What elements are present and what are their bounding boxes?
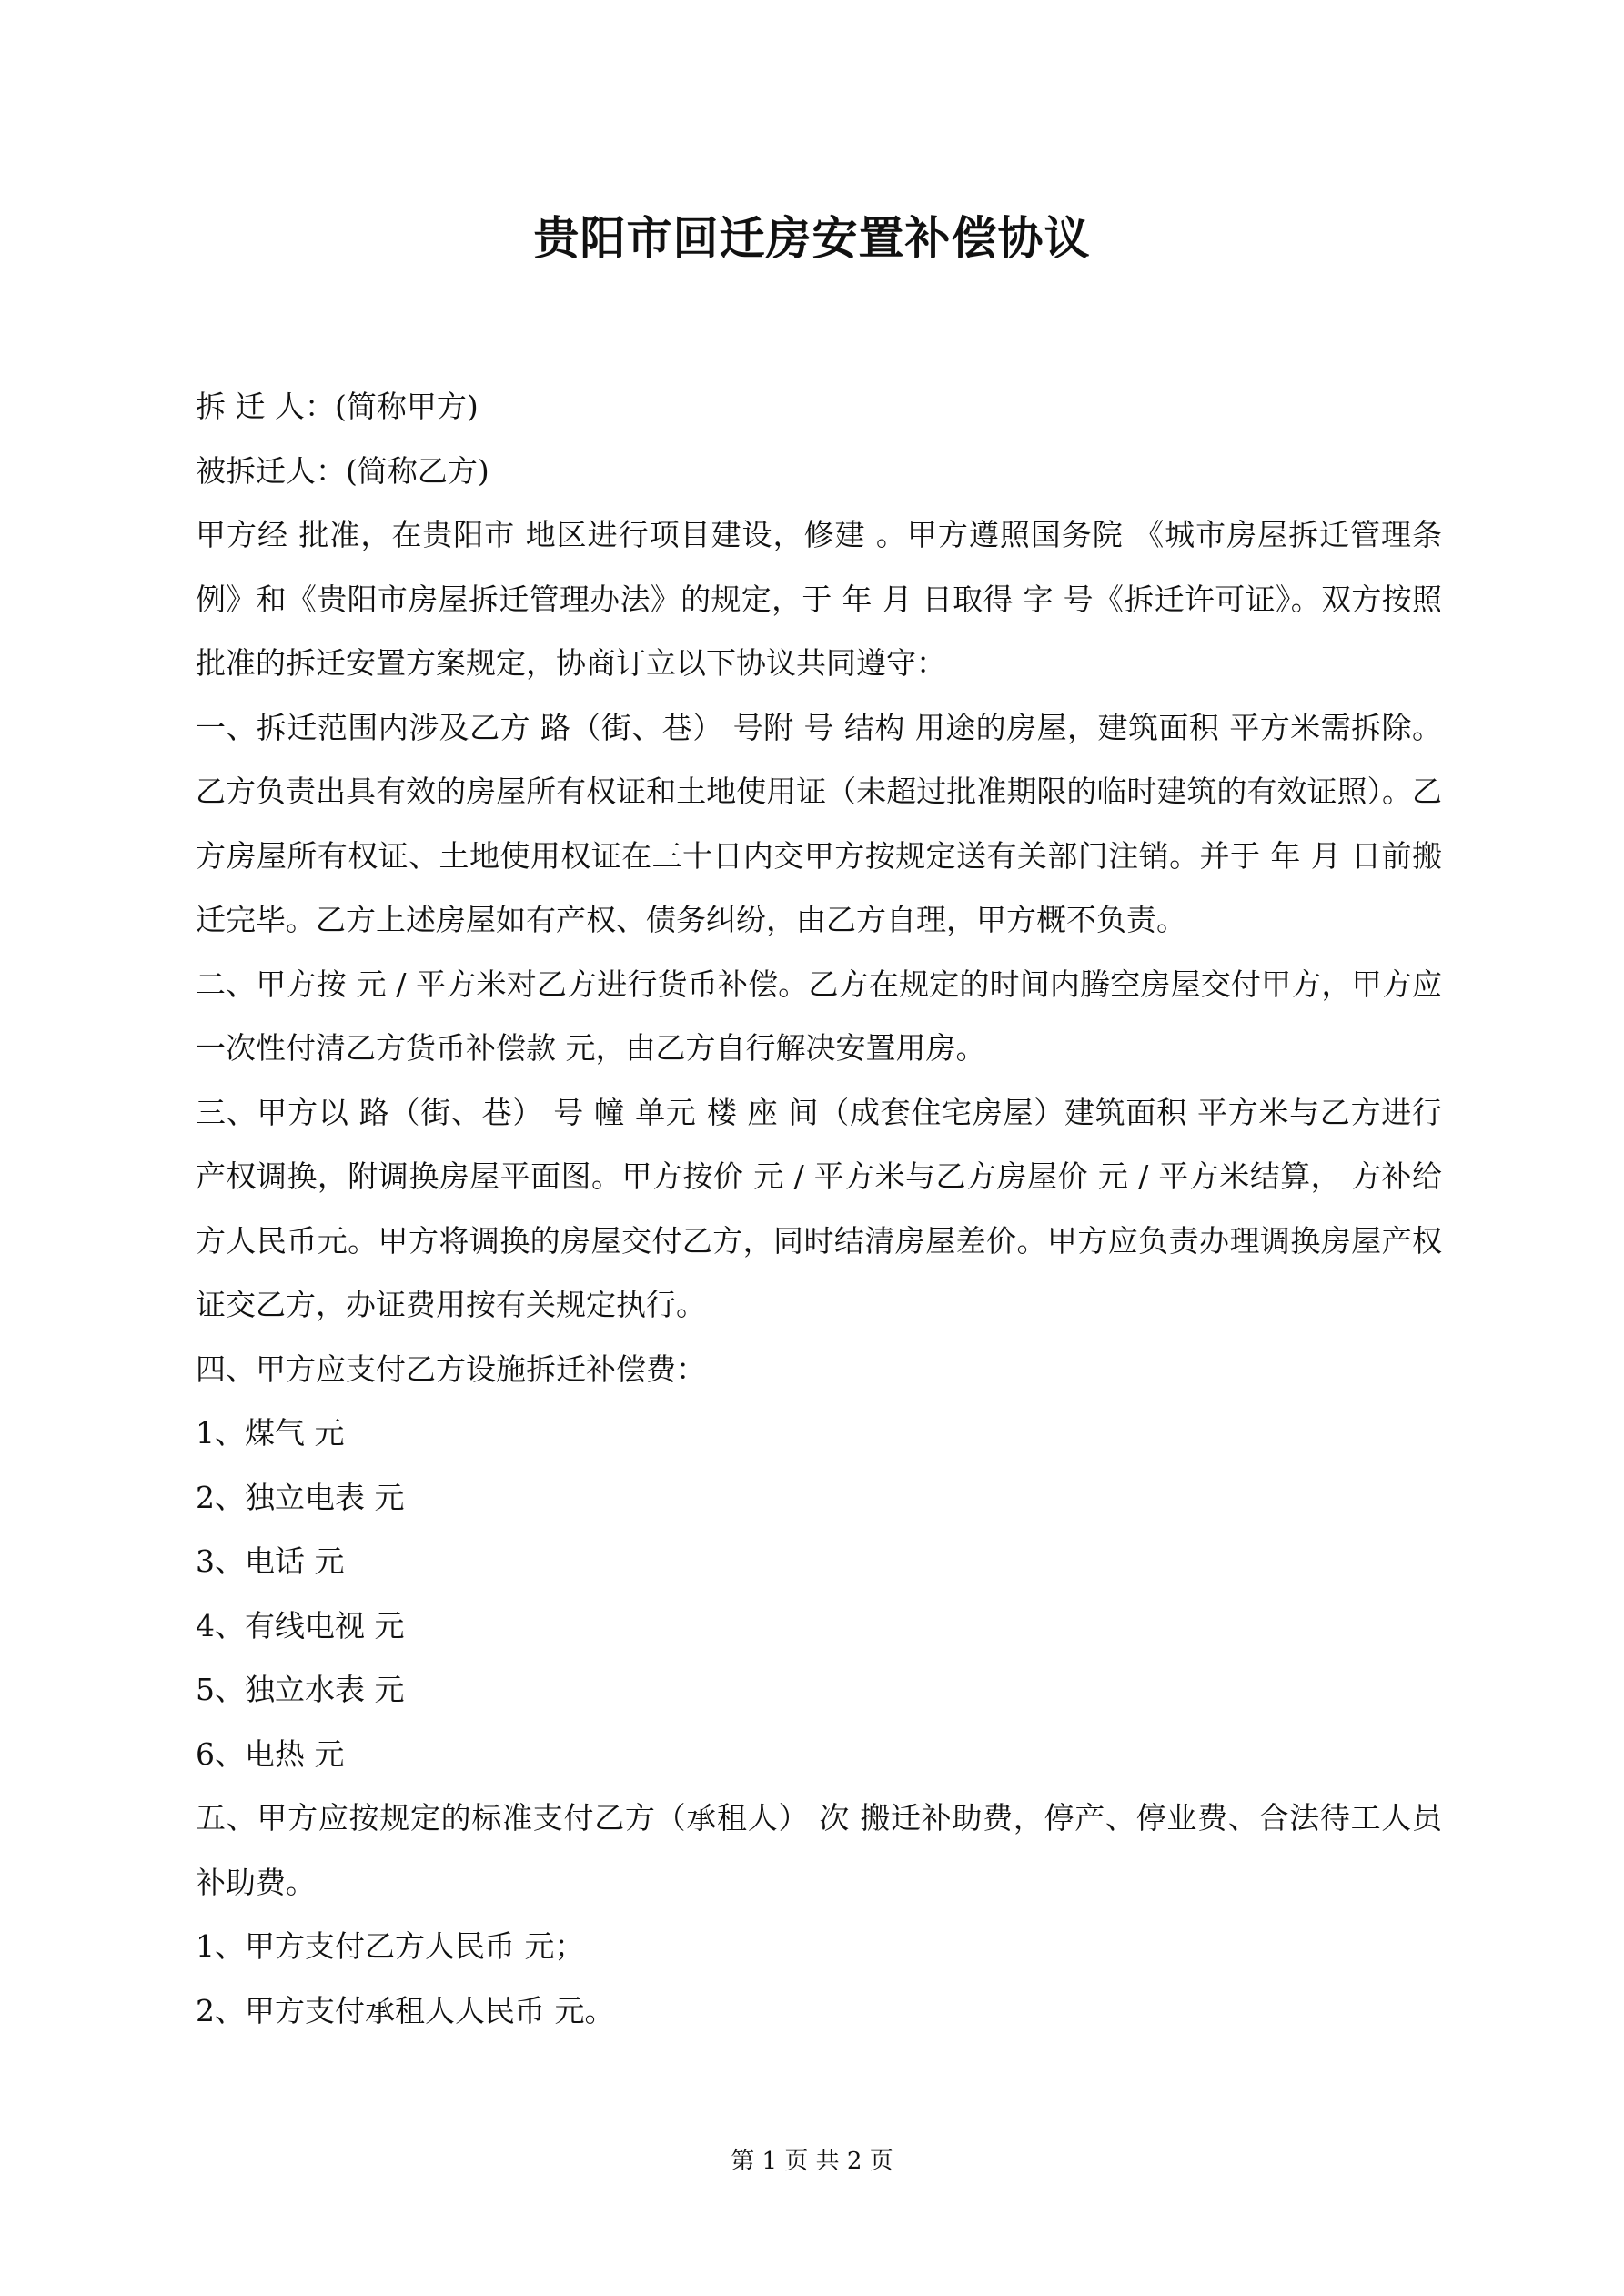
clause-3-paragraph: 三、甲方以 路（街、巷） 号 幢 单元 楼 座 间（成套住宅房屋）建筑面积 平方米与乙方进行产权调换，附调换房屋平面图。甲方按价 元 / 平方米与乙方房屋价 元 / 平方米结算， 方补给 方人民币元。甲方将调换的房屋交付乙方，同时结清房屋差价。甲方应负责办理调换房屋产权证交乙方，办证费用按有关规定执行。 xyxy=(196,1094,1442,1322)
clause-5-item-2: 2、甲方支付承租人人民币 元。 xyxy=(196,1992,615,2028)
clause-2-paragraph: 二、甲方按 元 / 平方米对乙方进行货币补偿。乙方在规定的时间内腾空房屋交付甲方，甲方应一次性付清乙方货币补偿款 元，由乙方自行解决安置用房。 xyxy=(196,966,1442,1066)
clause-4-item-meter: 2、独立电表 元 xyxy=(196,1479,405,1515)
party-b-line: 被拆迁人：(简称乙方) xyxy=(196,452,489,489)
clause-5-paragraph: 五、甲方应按规定的标准支付乙方（承租人） 次 搬迁补助费，停产、停业费、合法待工人员补助费。 xyxy=(196,1800,1442,1900)
clause-4-item-phone: 3、电话 元 xyxy=(196,1543,345,1579)
document-body xyxy=(196,375,1442,2043)
party-a-line: 拆 迁 人：(简称甲方) xyxy=(196,389,479,424)
clause-5-item-1: 1、甲方支付乙方人民币 元； xyxy=(196,1928,585,1964)
clause-4-item-cable-tv: 4、有线电视 元 xyxy=(196,1607,405,1644)
document-title: 贵阳市回迁房安置补偿协议 xyxy=(533,211,1091,265)
clause-4-item-heating: 6、电热 元 xyxy=(196,1735,345,1772)
clause-4-heading: 四、甲方应支付乙方设施拆迁补偿费： xyxy=(196,1350,706,1387)
clause-4-item-gas: 1、煤气 元 xyxy=(196,1415,345,1451)
clause-1-paragraph: 一、拆迁范围内涉及乙方 路（街、巷） 号附 号 结构 用途的房屋，建筑面积 平方米需拆除。乙方负责出具有效的房屋所有权证和土地使用证（未超过批准期限的临时建筑的有效证照）。乙方房屋所有权证、土地使用权证在三十日内交甲方按规定送有关部门注销。并于 年 月 日前搬迁完毕。乙方上述房屋如有产权、债务纠纷，由乙方自理，甲方概不负责。 xyxy=(196,709,1442,937)
page-number-footer: 第 1 页 共 2 页 xyxy=(731,2148,893,2175)
preamble-paragraph: 甲方经 批准，在贵阳市 地区进行项目建设，修建 。甲方遵照国务院 《城市房屋拆迁管理条例》和《贵阳市房屋拆迁管理办法》的规定，于 年 月 日取得 字 号《拆迁许可证》。双方按照批准的拆迁安置方案规定，协商订立以下协议共同遵守： xyxy=(196,517,1442,681)
clause-4-item-water-meter: 5、独立水表 元 xyxy=(196,1672,405,1707)
